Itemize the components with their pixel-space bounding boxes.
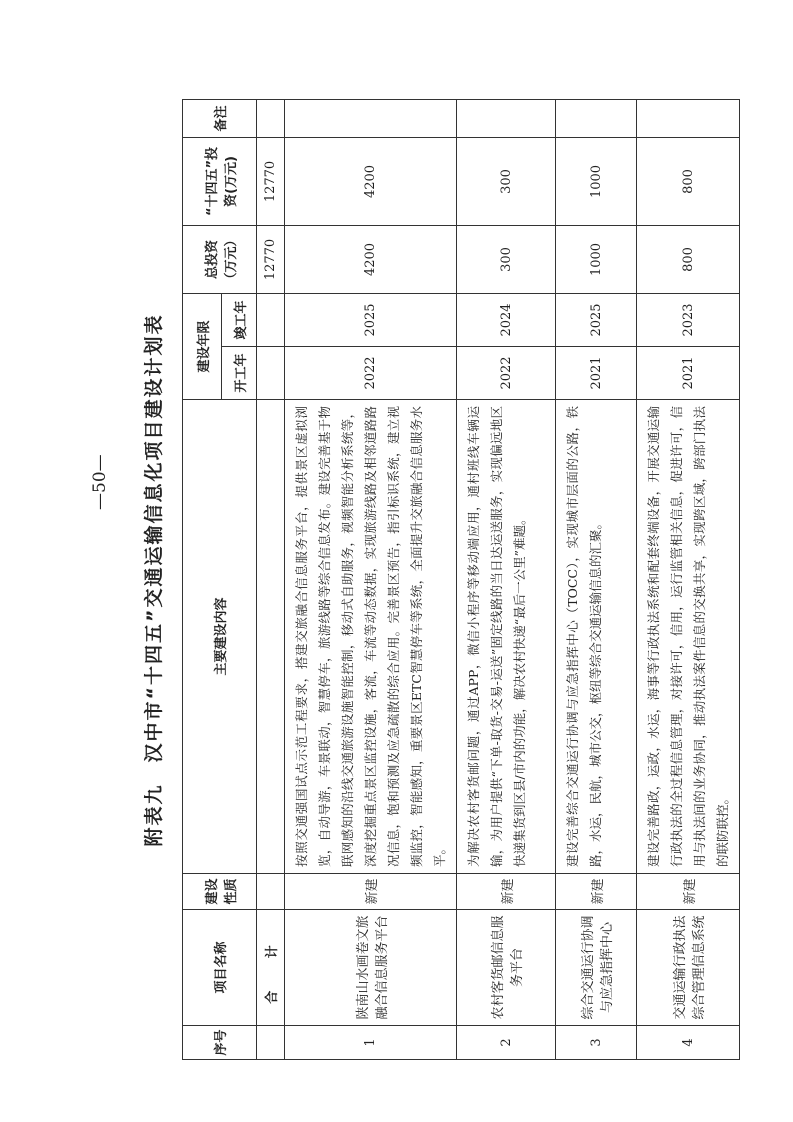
header-total: 总投资（万元）: [183, 225, 257, 293]
row-nature: 新建: [285, 874, 457, 910]
total-investment: 12770: [257, 225, 285, 293]
row-end: 2025: [556, 293, 637, 346]
row-note: [457, 99, 556, 137]
header-nature: 建设性质: [183, 874, 257, 910]
project-plan-table: [182, 99, 740, 1060]
header-end: 竣工年: [222, 293, 257, 346]
row-total: 4200: [285, 225, 457, 293]
row-start: 2022: [457, 347, 556, 400]
row-nature: 新建: [457, 874, 556, 910]
row-plan: 300: [457, 137, 556, 225]
row-note: [637, 99, 740, 137]
row-nature: 新建: [637, 874, 740, 910]
row-plan: 4200: [285, 137, 457, 225]
row-seq: 3: [556, 1026, 637, 1060]
table-row: [457, 99, 556, 1059]
table-row: [556, 99, 637, 1059]
page-number: —50—: [90, 454, 110, 510]
total-content-cell: [257, 400, 285, 874]
row-note: [556, 99, 637, 137]
total-seq-cell: [257, 1026, 285, 1060]
table-row: [285, 99, 457, 1059]
total-start-cell: [257, 347, 285, 400]
total-plan-investment: 12770: [257, 137, 285, 225]
total-note-cell: [257, 99, 285, 137]
row-seq: 1: [285, 1026, 457, 1060]
row-name: 陕南山水画卷文旅融合信息服务平台: [285, 910, 457, 1026]
header-name: 项目名称: [183, 910, 257, 1026]
header-seq: 序号: [183, 1026, 257, 1060]
header-row: [183, 99, 222, 1059]
row-end: 2024: [457, 293, 556, 346]
row-start: 2022: [285, 347, 457, 400]
table-row: [637, 99, 740, 1059]
rotated-page: [128, 100, 730, 1060]
row-note: [285, 99, 457, 137]
table-title: 附表九 汉中市“十四五”交通运输信息化项目建设计划表: [142, 313, 165, 847]
row-name: 综合交通运行协调与应急指挥中心: [556, 910, 637, 1026]
row-name: 农村客货邮信息服务平台: [457, 910, 556, 1026]
row-plan: 1000: [556, 137, 637, 225]
total-label: 合 计: [257, 910, 285, 1026]
row-content: 为解决农村客货邮问题，通过APP，微信小程序等移动端应用，通村班线车辆运输，为用户提供“下单-取货-交易-运送”固定线路的当日达运送服务，实现偏远地区快递集货到区县/市内的功能，解决农村快递“最后一公里”难题。: [457, 400, 556, 874]
row-end: 2025: [285, 293, 457, 346]
row-end: 2023: [637, 293, 740, 346]
total-row: [257, 99, 285, 1059]
row-name: 交通运输行政执法综合管理信息系统: [637, 910, 740, 1026]
row-total: 300: [457, 225, 556, 293]
total-nature-cell: [257, 874, 285, 910]
row-plan: 800: [637, 137, 740, 225]
row-start: 2021: [637, 347, 740, 400]
row-seq: 2: [457, 1026, 556, 1060]
row-start: 2021: [556, 347, 637, 400]
total-end-cell: [257, 293, 285, 346]
row-nature: 新建: [556, 874, 637, 910]
header-content: 主要建设内容: [183, 400, 257, 874]
row-content: 按照交通强国试点示范工程要求，搭建交旅融合信息服务平台，提供景区虚拟浏览，自动导游，车景联动，智慧停车，旅游线路等综合信息发布。建设完善基于物联网感知的沿线交通旅游设施智能控制，移动式自助服务，视频智能分析系统等，深度挖掘重点景区监控设施，客流，车流等动态数据，实现旅游线路及相邻道路路况信息，饱和预测及应急疏散的综合应用。完善景区预告，指引标识系统，建立视频监控，智能感知，重要景区ETC智慧停车等系统，全面提升交旅融合信息服务水平。: [285, 400, 457, 874]
header-note: 备注: [183, 99, 257, 137]
header-plan: “十四五”投资(万元): [183, 137, 257, 225]
row-content: 建设完善综合交通运行协调与应急指挥中心（TOCC），实现城市层面的公路，铁路，水运，民航，城市公交，枢纽等综合交通运输信息的汇聚。: [556, 400, 637, 874]
row-seq: 4: [637, 1026, 740, 1060]
header-period: 建设年限: [183, 293, 222, 399]
header-start: 开工年: [222, 347, 257, 400]
row-total: 1000: [556, 225, 637, 293]
row-content: 建设完善路政，运政，水运，海事等行政执法系统和配套终端设备，开展交通运输行政执法的全过程信息管理，对接许可，信用，运行监管相关信息，促进许可，信用与执法间的业务协同，推动执法案件信息的交换共享，实现跨区域，跨部门执法的联防联控。: [637, 400, 740, 874]
row-total: 800: [637, 225, 740, 293]
